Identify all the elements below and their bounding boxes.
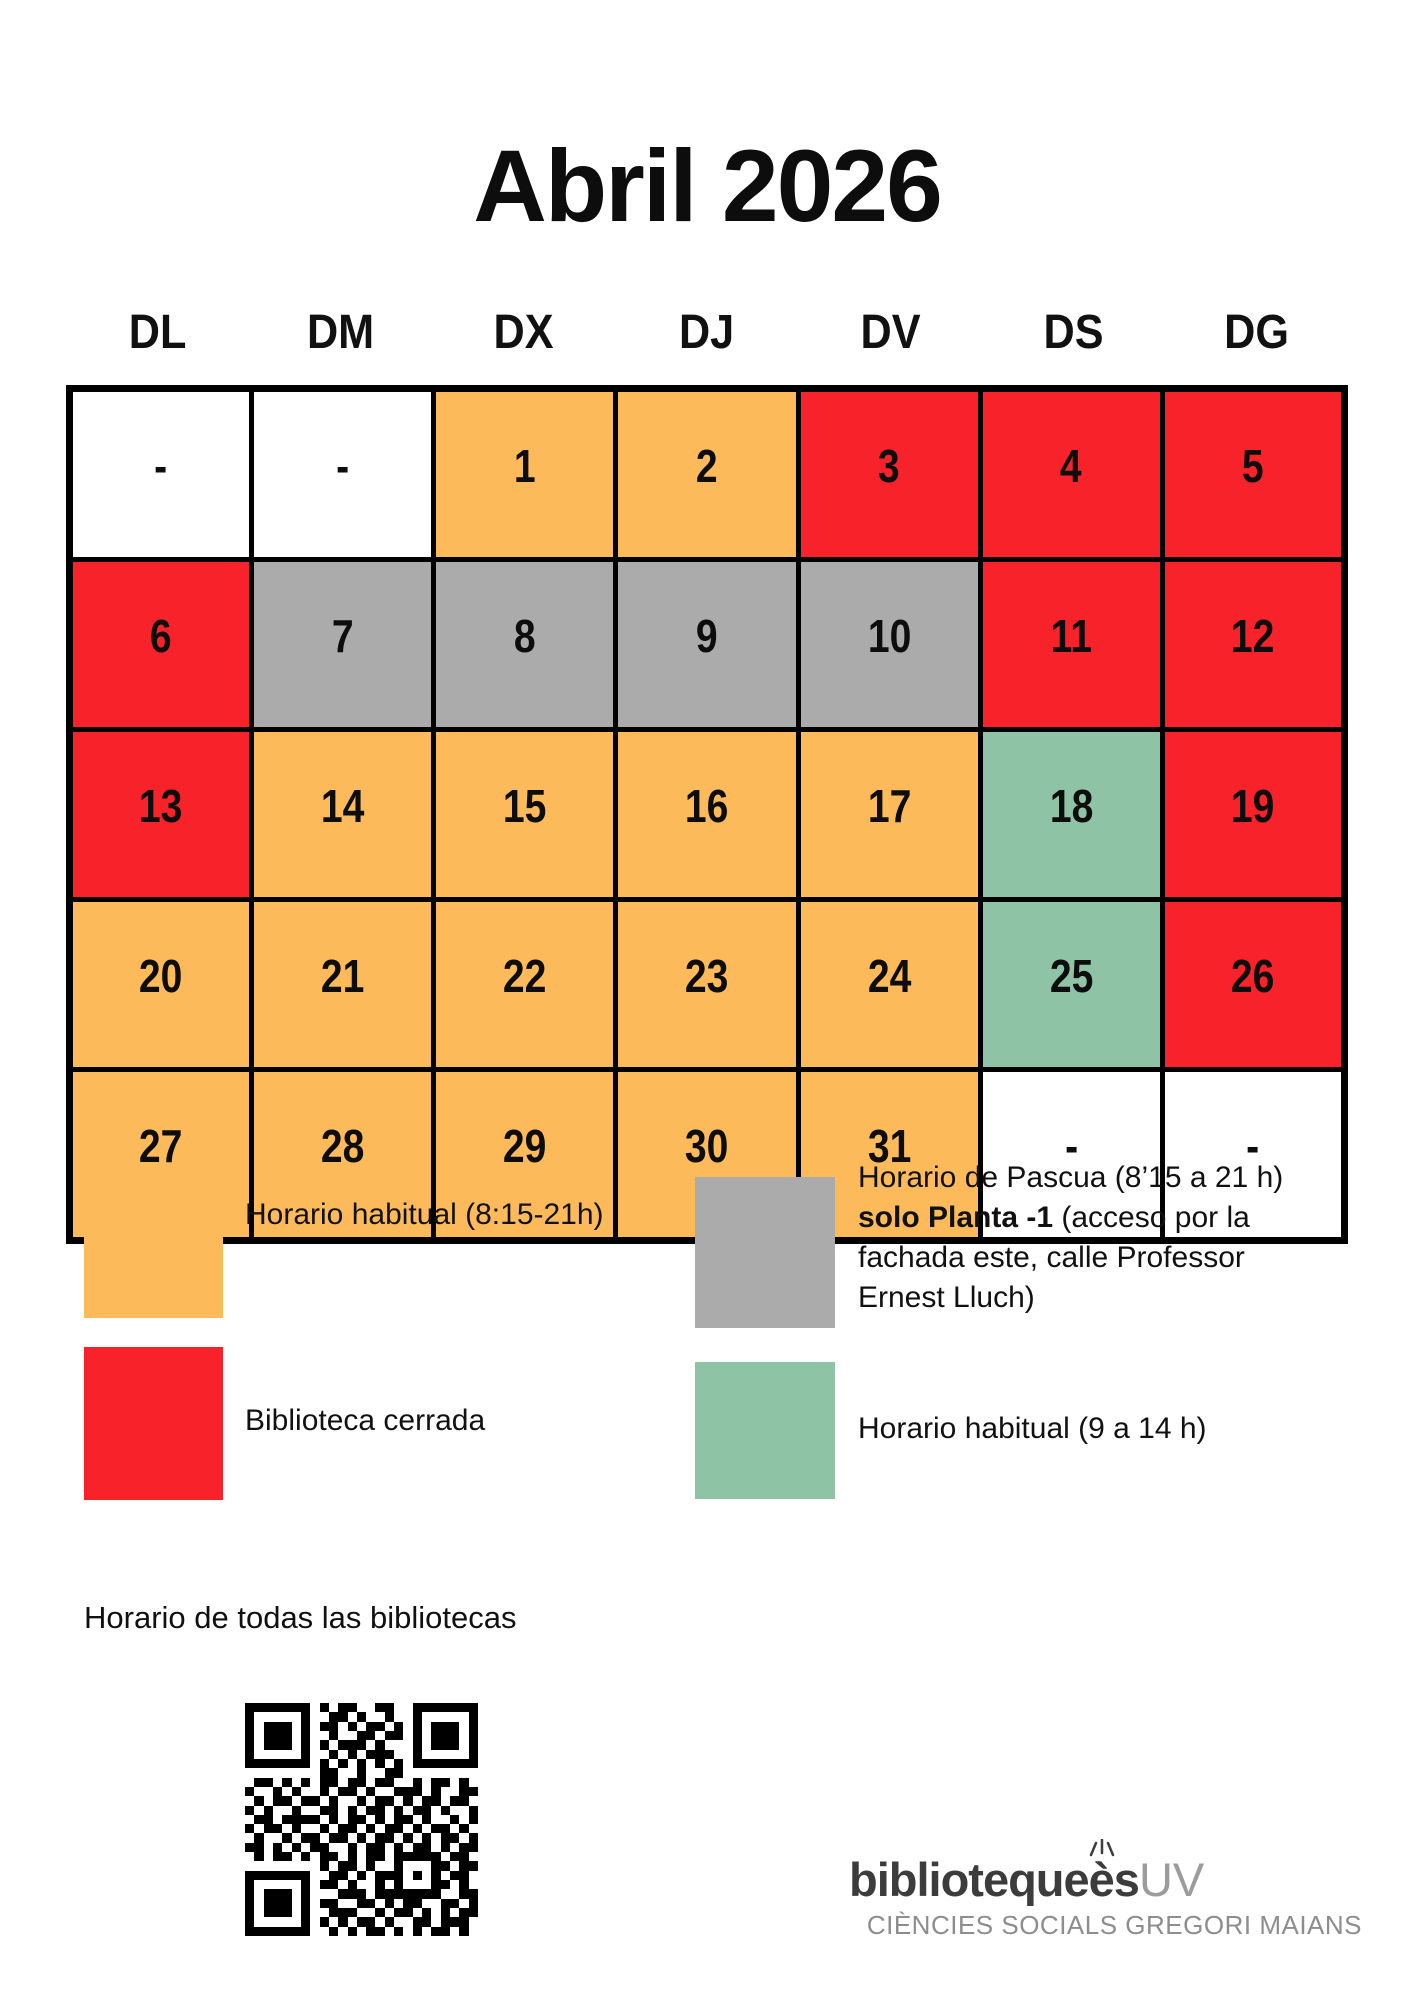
logo-text-part2: s [1113,1853,1139,1906]
day-number: - [336,440,350,492]
day-number: 12 [1231,610,1275,662]
day-cell [252,900,434,1070]
day-number: 16 [685,780,729,832]
day-header-ds: DS [1043,306,1104,359]
legend-swatch-pascua [695,1177,835,1328]
day-header-dx: DX [493,306,554,359]
day-cell [70,560,252,730]
day-header-dm: DM [307,306,375,359]
legend-pascua-line1: Horario de Pascua (8’15 a 21 h) [858,1161,1284,1194]
day-cell [980,560,1162,730]
day-number: 19 [1231,780,1275,832]
day-number: 1 [513,440,536,492]
day-cell [1162,560,1344,730]
day-number: - [1064,1120,1078,1172]
legend-label-pascua [858,1158,1338,1318]
day-number: 4 [1060,440,1083,492]
calendar-week-row [70,900,1345,1070]
calendar-week-row [70,389,1345,560]
logo-suffix: UV [1138,1853,1205,1906]
legend-swatch-cerrada [84,1347,223,1500]
day-number: 30 [685,1120,729,1172]
legend-swatch-habitual [84,1175,223,1318]
logo-text-part1: biblioteque [849,1853,1089,1906]
day-cell [980,900,1162,1070]
day-cell [980,389,1162,560]
legend-label-reducido: Horario habitual (9 a 14 h) [858,1412,1207,1445]
qr-code [245,1703,478,1936]
day-header-dv: DV [860,306,921,359]
day-cell [798,560,980,730]
day-cell [616,730,798,900]
logo-accent-letter: è [1089,1852,1114,1907]
day-cell [434,900,616,1070]
legend-swatch-reducido [695,1362,835,1499]
day-cell [1162,730,1344,900]
day-number: 9 [696,610,718,662]
day-header-dj: DJ [679,306,735,359]
day-cell [70,389,252,560]
legend-pascua-rest: (acceso por la fachada este, calle Professor Ernest Lluch) [858,1201,1250,1314]
day-number: 10 [867,610,911,662]
all-libraries-note: Horario de todas las bibliotecas [84,1600,517,1635]
day-number: 31 [867,1120,911,1172]
day-cell [798,900,980,1070]
day-cell [798,389,980,560]
day-number: 14 [320,780,365,832]
page-title: Abril 2026 [473,129,941,244]
day-header-dl: DL [128,306,187,359]
logo [849,1852,1204,1907]
day-cell [70,730,252,900]
day-number: 2 [696,440,718,492]
day-number: 23 [685,950,729,1002]
day-number: 8 [513,610,536,662]
day-of-week-header-row [66,305,1348,360]
calendar-week-row [70,560,1345,730]
day-cell [252,389,434,560]
sparkle-icon [1087,1839,1117,1859]
day-number: - [154,440,168,492]
legend-label-cerrada: Biblioteca cerrada [245,1404,486,1437]
day-number: 18 [1049,780,1094,832]
legend-pascua-bold: solo Planta -1 [858,1201,1054,1234]
day-number: 22 [503,950,547,1002]
logo-subtitle: CIÈNCIES SOCIALS GREGORI MAIANS [866,1910,1362,1940]
day-number: 15 [503,780,547,832]
day-number: 26 [1231,950,1275,1002]
day-number: 21 [320,950,365,1002]
day-cell [616,900,798,1070]
day-number: 28 [320,1120,365,1172]
day-cell [434,389,616,560]
day-number: 6 [150,610,172,662]
day-number: 3 [878,440,901,492]
day-cell [980,730,1162,900]
day-number: 5 [1242,440,1264,492]
day-cell [434,730,616,900]
day-cell [252,730,434,900]
day-number: 17 [867,780,911,832]
day-number: 20 [139,950,183,1002]
day-number: - [1246,1120,1260,1172]
day-cell [798,730,980,900]
day-header-dg: DG [1224,306,1289,359]
calendar-week-row [70,730,1345,900]
day-number: 7 [331,610,354,662]
day-cell [1162,389,1344,560]
day-number: 13 [139,780,183,832]
day-cell [616,560,798,730]
legend-label-habitual: Horario habitual (8:15-21h) [245,1198,604,1231]
day-number: 25 [1049,950,1094,1002]
day-cell [616,389,798,560]
calendar-grid [66,385,1348,1244]
day-cell [70,900,252,1070]
day-number: 11 [1050,610,1092,662]
day-cell [1162,900,1344,1070]
day-cell [434,560,616,730]
day-number: 24 [867,950,911,1002]
day-cell [252,560,434,730]
day-number: 29 [503,1120,547,1172]
day-number: 27 [139,1120,183,1172]
